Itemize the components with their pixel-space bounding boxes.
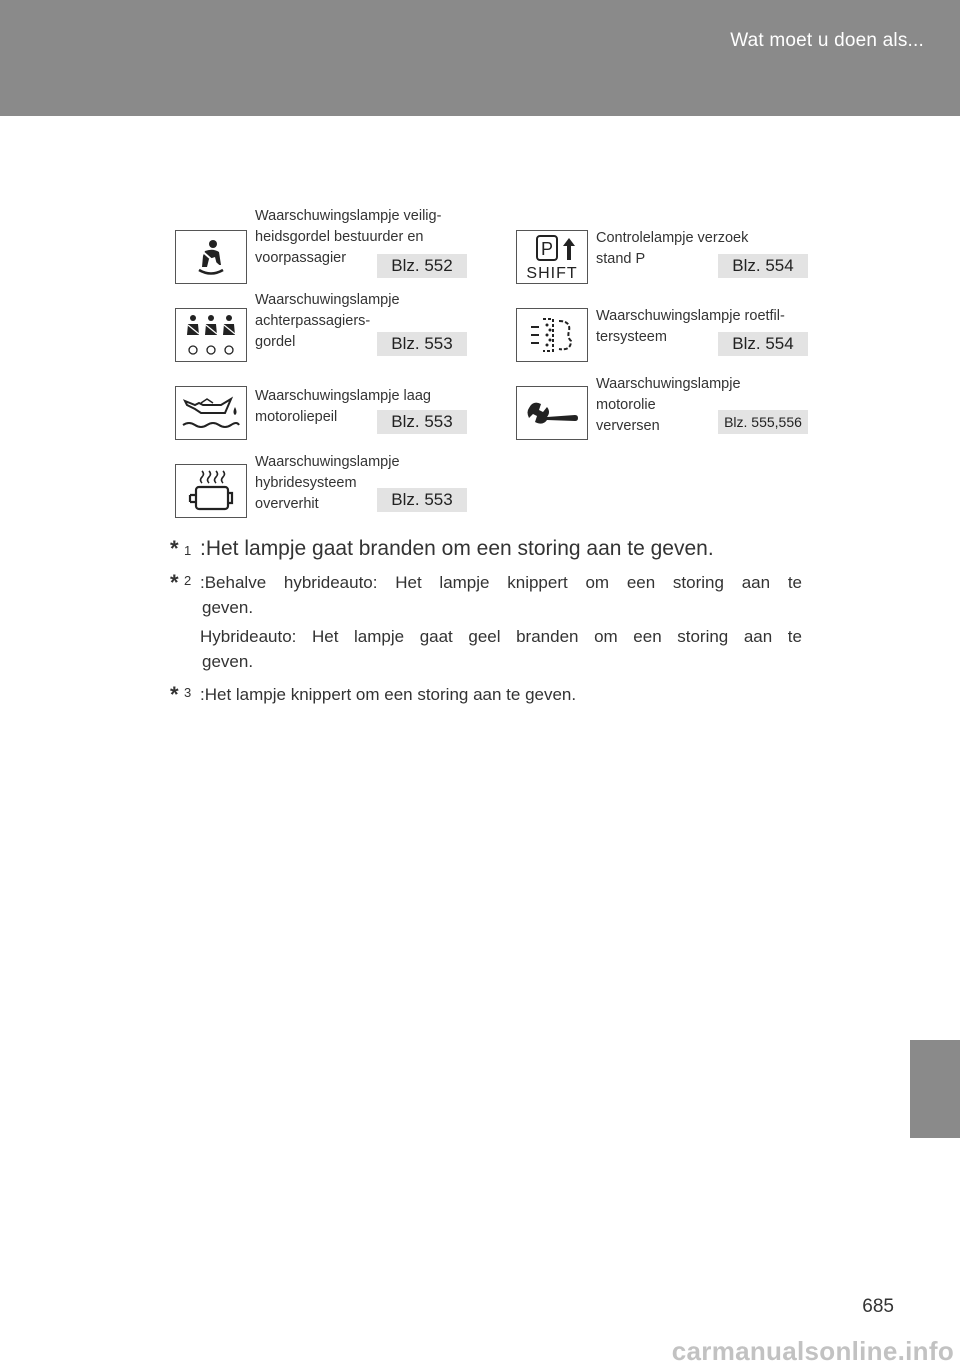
chapter-tab bbox=[910, 1040, 960, 1138]
footnote-1: * 1 :Het lampje gaat branden om een storing aan te geven. bbox=[170, 536, 714, 561]
particulate-filter-icon bbox=[516, 308, 588, 362]
section-title: Wat moet u doen als... bbox=[730, 30, 924, 51]
rear-seatbelt-icon bbox=[175, 308, 247, 362]
warning-description: Waarschuwingslampje laag motoroliepeil bbox=[255, 388, 431, 425]
warning-item-particulate-filter bbox=[516, 308, 808, 368]
page-reference: Blz. 554 bbox=[718, 332, 808, 356]
warning-item-seatbelt bbox=[175, 208, 467, 290]
page-reference: Blz. 555,556 bbox=[718, 410, 808, 434]
shift-p-icon bbox=[516, 230, 588, 284]
warning-description: Waarschuwingslampje roetfil- tersysteem bbox=[596, 308, 785, 345]
page-reference: Blz. 552 bbox=[377, 254, 467, 278]
warning-description: Waarschuwingslampje achterpassagiers- gordel bbox=[255, 292, 400, 350]
warning-description: Waarschuwingslampje motorolie verversen bbox=[596, 376, 741, 434]
warning-item-hybrid-overheat bbox=[175, 454, 467, 524]
warning-description: Waarschuwingslampje veilig- heidsgordel bestuurder en voorpassagier bbox=[255, 208, 442, 266]
wrench-icon bbox=[516, 386, 588, 440]
hybrid-overheat-icon bbox=[175, 464, 247, 518]
page-reference: Blz. 553 bbox=[377, 332, 467, 356]
page-reference: Blz. 554 bbox=[718, 254, 808, 278]
warning-item-rear-seatbelt bbox=[175, 292, 467, 368]
footnote-2: * 2 :Behalve hybrideauto: Het lampje knippert om een storing aan te geven. Hybrideauto: Het lampje gaat geel branden om een storing aan te geven. bbox=[170, 570, 802, 671]
warning-item-shift-p bbox=[516, 230, 808, 290]
page-number: 685 bbox=[862, 1296, 894, 1317]
page-reference: Blz. 553 bbox=[377, 410, 467, 434]
page-header bbox=[0, 0, 960, 116]
warning-item-oil-level bbox=[175, 386, 467, 446]
footnotes bbox=[170, 534, 802, 707]
svg-text:SHIFT: SHIFT bbox=[526, 265, 578, 280]
warning-item-oil-change bbox=[516, 376, 808, 446]
svg-text:P: P bbox=[540, 239, 554, 259]
oil-level-icon bbox=[175, 386, 247, 440]
warning-description: Waarschuwingslampje hybridesysteem oververhit bbox=[255, 454, 400, 512]
footnote-3: * 3 :Het lampje knippert om een storing aan te geven. bbox=[170, 682, 577, 707]
seatbelt-icon bbox=[175, 230, 247, 284]
warning-description: Controlelampje verzoek stand P bbox=[596, 230, 749, 267]
page-reference: Blz. 553 bbox=[377, 488, 467, 512]
watermark: carmanualsonline.info bbox=[671, 1336, 954, 1366]
